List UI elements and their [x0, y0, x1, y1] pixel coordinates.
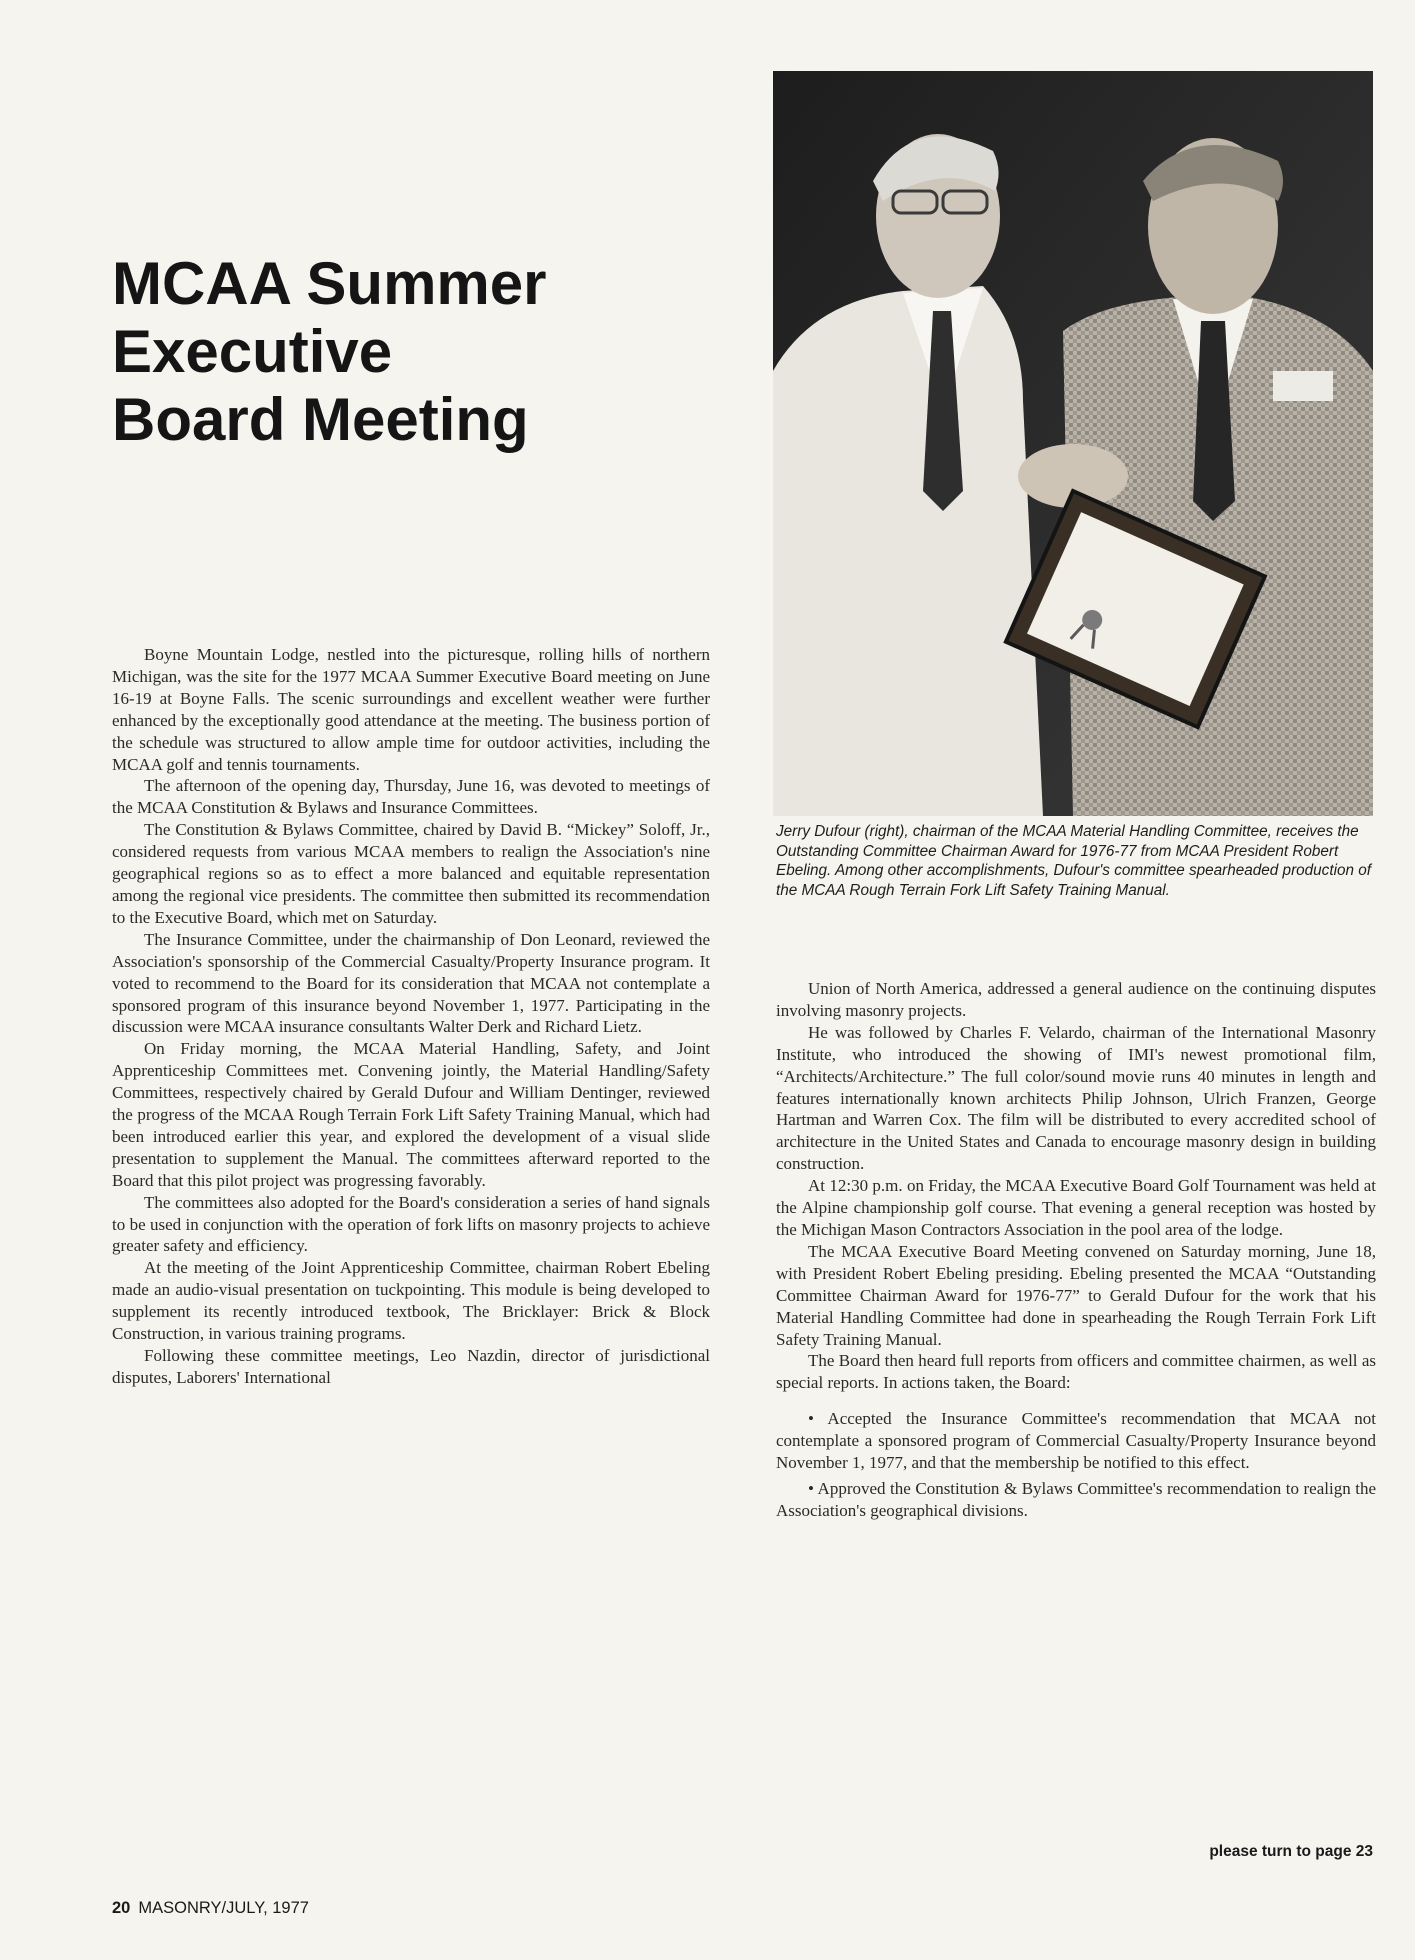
body-paragraph: The committees also adopted for the Board's consideration a series of hand signals to be used in conjunction with the operation of fork lifts on masonry projects to achieve greater safety and efficiency.	[112, 1192, 710, 1256]
body-paragraph: On Friday morning, the MCAA Material Handling, Safety, and Joint Apprenticeship Committees met. Convening jointly, the Material Handling/Safety Committees, respectively chaired by Gerald Dufour and William Dentinger, reviewed the progress of the MCAA Rough Terrain Fork Lift Safety Training Manual, which had been introduced earlier this year, and explored the development of a visual slide presentation to supplement the Manual. The committees afterward reported to the Board that this pilot project was progressing favorably.	[112, 1039, 710, 1190]
title-line: MCAA Summer	[112, 250, 547, 317]
body-paragraph: The Constitution & Bylaws Committee, chaired by David B. “Mickey” Soloff, Jr., considered requests from various MCAA members to realign the Association's nine geographical regions so as to effect a more balanced and equitable representation among the regional vice presidents. The committee then submitted its recommendation to the Executive Board, which met on Saturday.	[112, 820, 710, 927]
page-number: 20	[112, 1899, 131, 1917]
title-line: Executive	[112, 318, 393, 385]
body-paragraph: He was followed by Charles F. Velardo, chairman of the International Masonry Institute, who introduced the showing of IMI's newest promotional film, “Architects/Architecture.” The full color/sound movie runs 40 minutes in length and features internationally known architects Philip Johnson, Ulrich Franzen, George Hartman and Warren Cox. The film will be distributed to every accredited school of architecture in the United States and Canada to encourage masonry design in building construction.	[776, 1022, 1376, 1174]
action-bullet: • Accepted the Insurance Committee's recommendation that MCAA not contemplate a sponsored program of Commercial Casualty/Property Insurance beyond November 1, 1977, and that the membership be notified to this effect.	[776, 1409, 1376, 1473]
page-footer	[112, 1899, 309, 1918]
photo-caption: Jerry Dufour (right), chairman of the MCAA Material Handling Committee, receives the Outstanding Committee Chairman Award for 1976-77 from MCAA President Robert Ebeling. Among other accomplishments, Dufour's committee spearheaded production of the MCAA Rough Terrain Fork Lift Safety Training Manual.	[776, 823, 1372, 899]
award-photo	[773, 71, 1373, 816]
photo-illustration	[773, 71, 1373, 816]
body-paragraph: The Board then heard full reports from officers and committee chairmen, as well as special reports. In actions taken, the Board:	[776, 1351, 1376, 1393]
body-paragraph: The MCAA Executive Board Meeting convened on Saturday morning, June 18, with President Robert Ebeling presiding. Ebeling presented the MCAA “Outstanding Committee Chairman Award for 1976-77” to Gerald Dufour for the work that his Material Handling Committee had done in spearheading the Rough Terrain Fork Lift Safety Training Manual.	[776, 1241, 1376, 1349]
title-line: Board Meeting	[112, 386, 529, 453]
body-paragraph: At 12:30 p.m. on Friday, the MCAA Executive Board Golf Tournament was held at the Alpine championship golf course. That evening a general reception was hosted by the Michigan Mason Contractors Association in the pool area of the lodge.	[776, 1176, 1376, 1239]
continuation-note: please turn to page 23	[1209, 1843, 1373, 1860]
body-paragraph: At the meeting of the Joint Apprenticeship Committee, chairman Robert Ebeling made an audio-visual presentation on tuckpointing. This module is being developed to supplement its recently introduced textbook, The Bricklayer: Brick & Block Construction, in various training programs.	[112, 1258, 710, 1344]
body-paragraph: Following these committee meetings, Leo Nazdin, director of jurisdictional disputes, Laborers' International	[112, 1346, 710, 1387]
body-paragraph: The afternoon of the opening day, Thursday, June 16, was devoted to meetings of the MCAA Constitution & Bylaws and Insurance Committees.	[112, 776, 710, 818]
body-paragraph: The Insurance Committee, under the chairmanship of Don Leonard, reviewed the Association's sponsorship of the Commercial Casualty/Property Insurance program. It voted to recommend to the Board for its consideration that MCAA not contemplate a sponsored program of this insurance beyond November 1, 1977. Participating in the discussion were MCAA insurance consultants Walter Derk and Richard Lietz.	[112, 929, 710, 1037]
body-column-right	[776, 978, 1376, 1522]
body-column-left	[112, 644, 710, 1389]
article-title	[112, 250, 672, 454]
publication-line: MASONRY/JULY, 1977	[138, 1899, 309, 1917]
action-bullet: • Approved the Constitution & Bylaws Committee's recommendation to realign the Association's geographical divisions.	[776, 1478, 1376, 1520]
body-paragraph: Union of North America, addressed a general audience on the continuing disputes involving masonry projects.	[776, 979, 1376, 1020]
body-paragraph: Boyne Mountain Lodge, nestled into the picturesque, rolling hills of northern Michigan, was the site for the 1977 MCAA Summer Executive Board meeting on June 16-19 at Boyne Falls. The scenic surroundings and excellent weather were further enhanced by the exceptionally good attendance at the meeting. The business portion of the schedule was structured to allow ample time for outdoor activities, including the MCAA golf and tennis tournaments.	[112, 645, 710, 774]
